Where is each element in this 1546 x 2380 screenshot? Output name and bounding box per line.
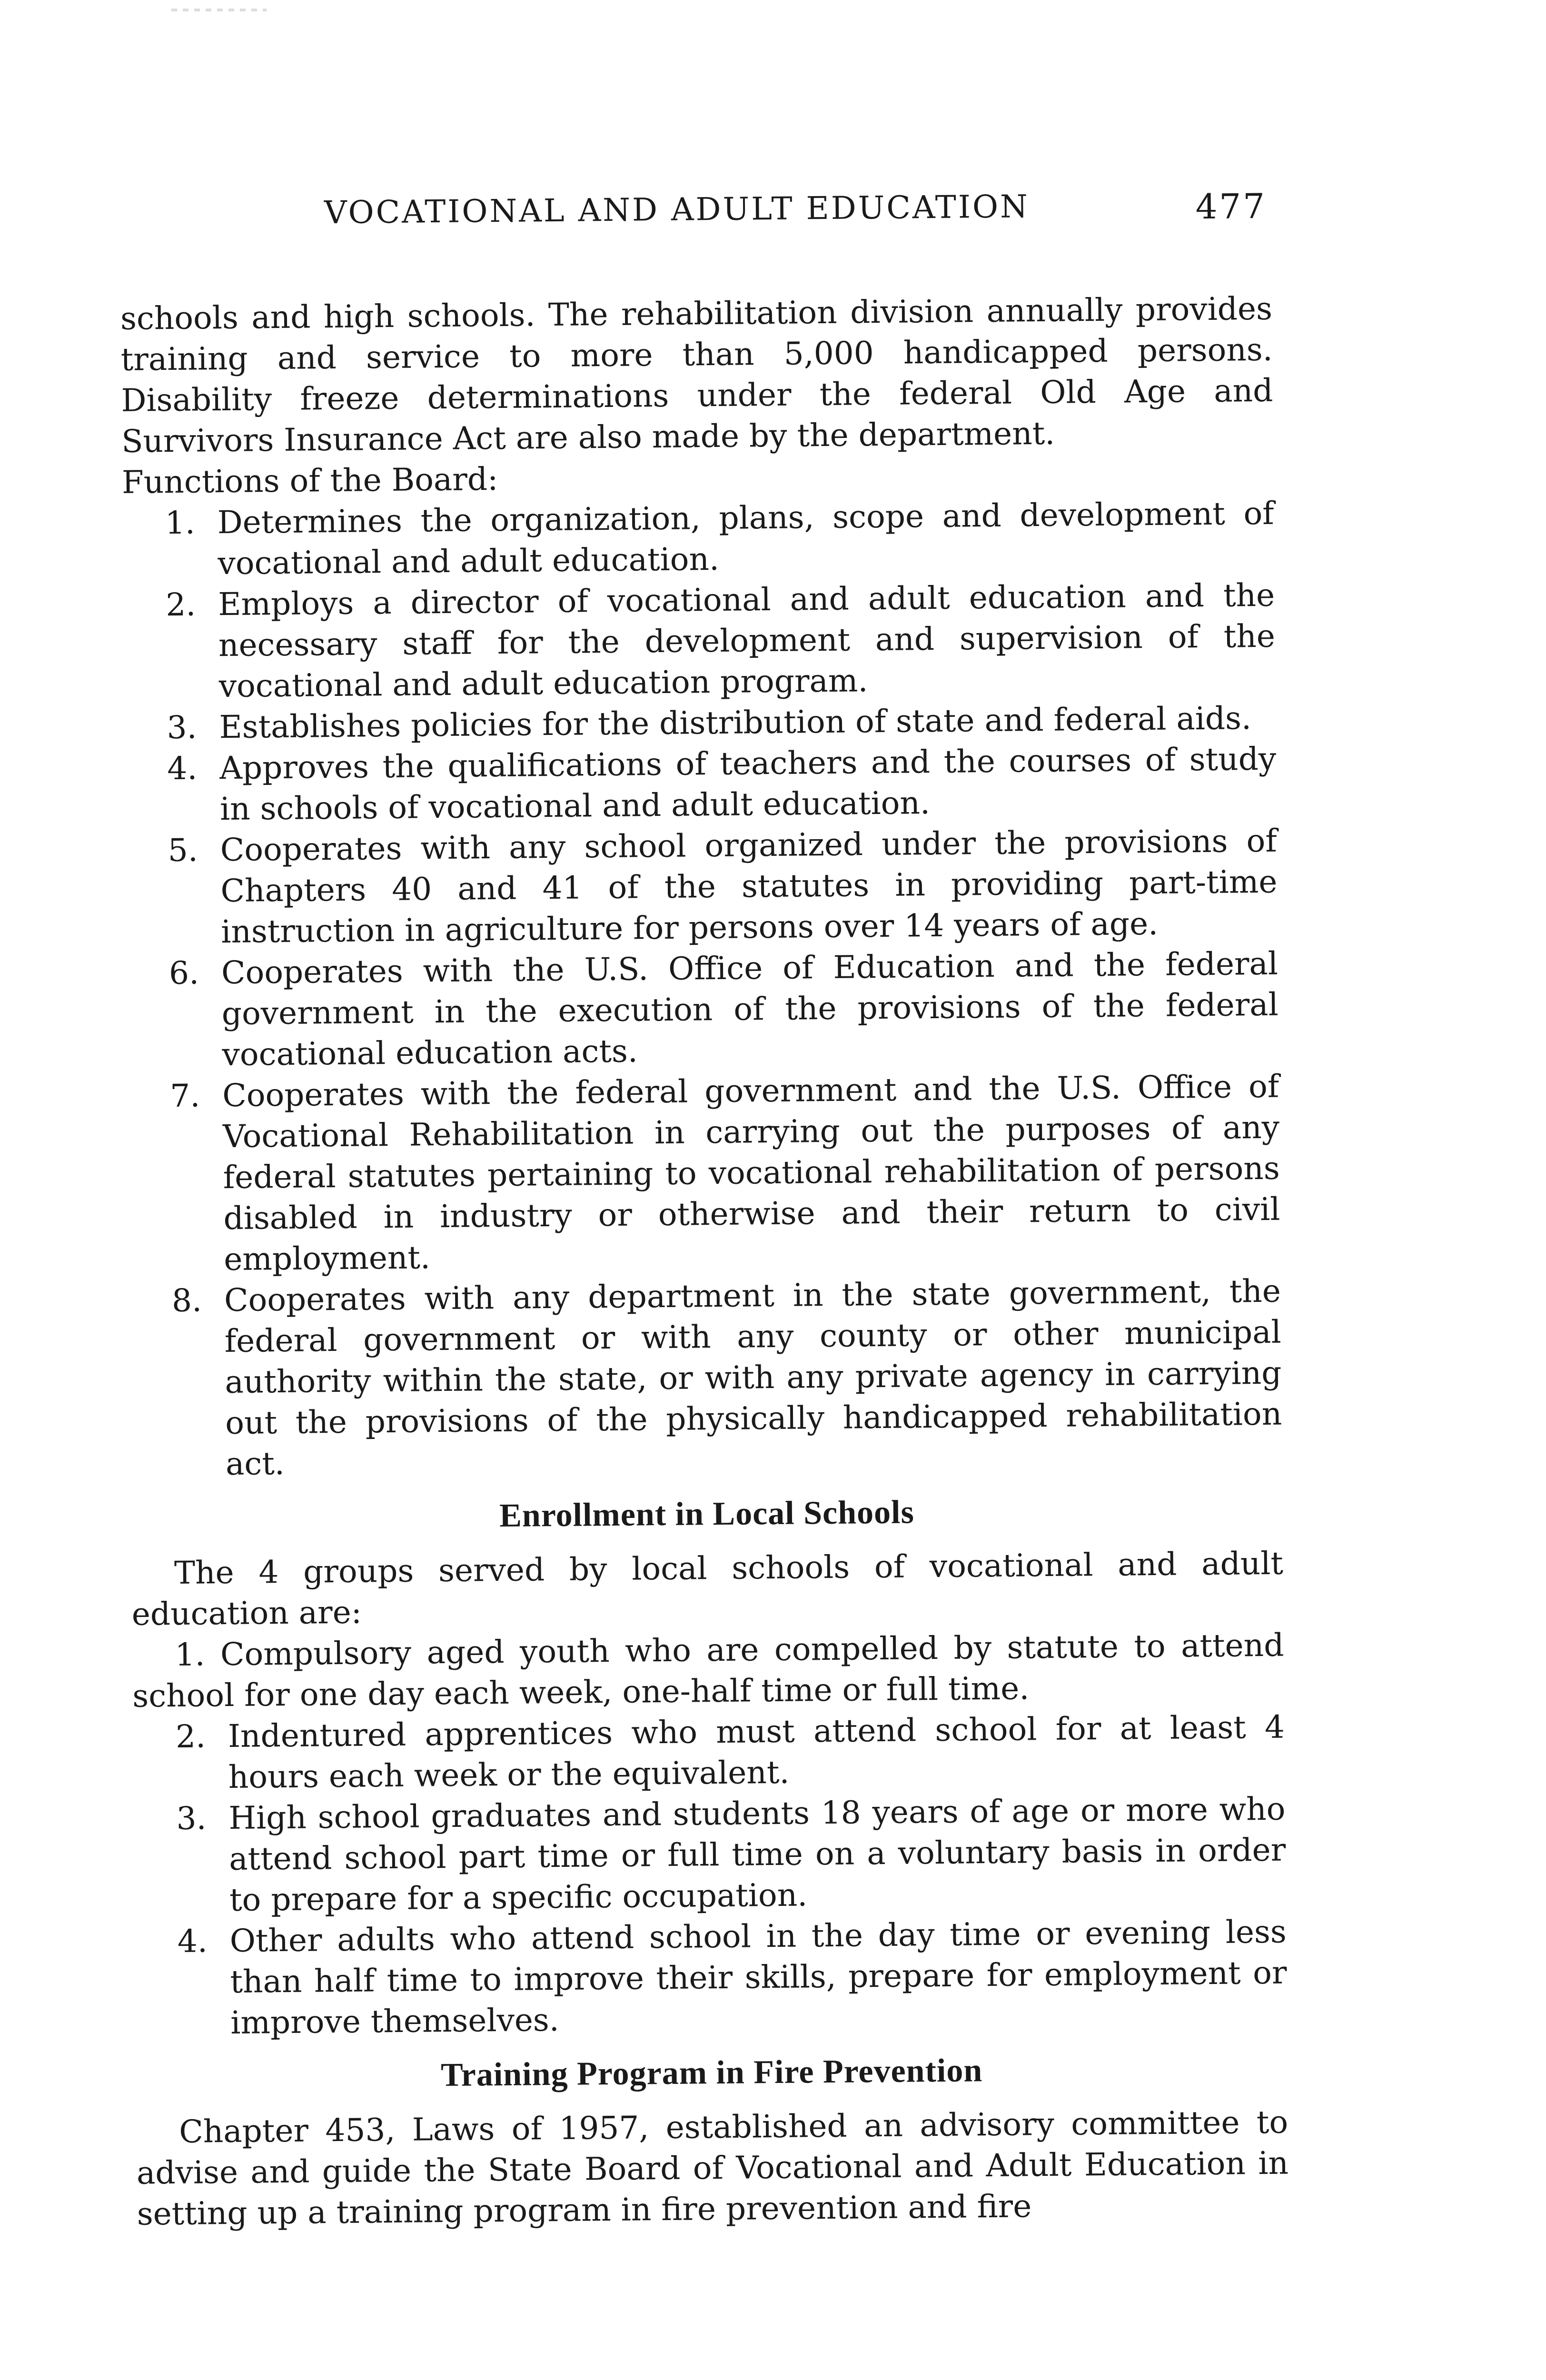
list-item xyxy=(127,1066,1281,1281)
list-item xyxy=(134,1912,1287,2044)
list-item-text: Cooperates with any school organized under the provisions of Chapters 40 and 41 of the statutes in providing part-time instruction in agriculture for persons over 14 years of age. xyxy=(220,822,1278,951)
list-item-number: 7. xyxy=(169,1077,200,1115)
list-item xyxy=(129,1271,1283,1486)
intro-paragraph: schools and high schools. The rehabilitation division annually provides training and service to more than 5,000 handicapped persons. Disability freeze determinations under the federal Old Age and Survivors Insurance Act are also made by the department. xyxy=(120,290,1273,460)
list-item-number: 2. xyxy=(165,586,196,624)
list-item-text: High school graduates and students 18 years of age or more who attend school part time or full time on a voluntary basis in order to prepare for a specific occupation. xyxy=(228,1790,1286,1919)
list-item-number: 6. xyxy=(168,954,199,992)
list-item-text: Other adults who attend school in the day time or evening less than half time to improve their skills, prepare for employment or improve themselves. xyxy=(229,1913,1287,2042)
list-item xyxy=(124,739,1277,831)
list-item-text: Establishes policies for the distribution of state and federal aids. xyxy=(219,700,1252,746)
list-item-number: 4. xyxy=(177,1923,208,1960)
list-item-text: Employs a director of vocational and adult education and the necessary staff for the development and supervision of the vocational and adult education program. xyxy=(218,576,1276,705)
fire-prevention-paragraph: Chapter 453, Laws of 1957, established an advisory committee to advise and guide the State Board of Vocational and Adult Education in setting up a training program in fire prevention and fire xyxy=(136,2103,1289,2232)
enrollment-intro: The 4 groups served by local schools of vocational and adult education are: xyxy=(131,1545,1284,1633)
section-heading-enrollment: Enrollment in Local Schools xyxy=(499,1494,915,1535)
groups-list xyxy=(132,1625,1287,2044)
list-item-text: Cooperates with the federal government and the U.S. Office of Vocational Rehabilitation in carrying out the purposes of any federal statutes pertaining to vocational rehabilitation of persons disabled in industry or otherwise and their return to civil employment. xyxy=(222,1068,1280,1278)
functions-label: Functions of the Board: xyxy=(121,460,498,501)
list-item-text: Cooperates with the U.S. Office of Education and the federal government in the execution of the provisions of the federal vocational education acts. xyxy=(221,945,1279,1073)
list-item-number: 2. xyxy=(175,1718,206,1755)
list-item-number: 8. xyxy=(171,1282,202,1319)
list-item xyxy=(125,821,1278,953)
list-item xyxy=(132,1625,1284,1717)
list-item-number: 3. xyxy=(176,1800,207,1837)
list-item xyxy=(122,493,1274,585)
list-item-number: 1. xyxy=(165,504,196,542)
running-head-title: VOCATIONAL AND ADULT EDUCATION xyxy=(324,188,1030,231)
section-heading-fire-prevention: Training Program in Fire Prevention xyxy=(440,2052,983,2094)
list-item-text: Approves the qualifications of teachers and the courses of study in schools of vocational and adult education. xyxy=(219,740,1277,828)
list-item-number: 5. xyxy=(168,832,198,869)
page-number: 477 xyxy=(1195,186,1267,227)
list-item-number: 3. xyxy=(167,709,197,746)
running-header xyxy=(324,186,1267,231)
list-item-text: Compulsory aged youth who are compelled by statute to attend school for one day each week, one-half time or full time. xyxy=(132,1626,1284,1715)
list-item-text: Cooperates with any department in the state government, the federal government or with any county or other municipal authority within the state, or with any private agency in carrying out the provisions of the physically handicapped rehabilitation act. xyxy=(224,1272,1282,1483)
list-item-text: Determines the organization, plans, scope and development of vocational and adult education. xyxy=(217,495,1275,582)
list-item xyxy=(133,1707,1285,1799)
list-item-text: Indentured apprentices who must attend school for at least 4 hours each week or the equivalent. xyxy=(228,1708,1285,1796)
list-item xyxy=(133,1789,1286,1922)
list-item-number: 4. xyxy=(167,750,198,787)
page-body xyxy=(120,288,1289,2235)
list-item-number: 1. xyxy=(175,1636,205,1673)
list-item xyxy=(123,575,1276,708)
functions-list xyxy=(122,493,1282,1486)
list-item xyxy=(126,943,1279,1076)
